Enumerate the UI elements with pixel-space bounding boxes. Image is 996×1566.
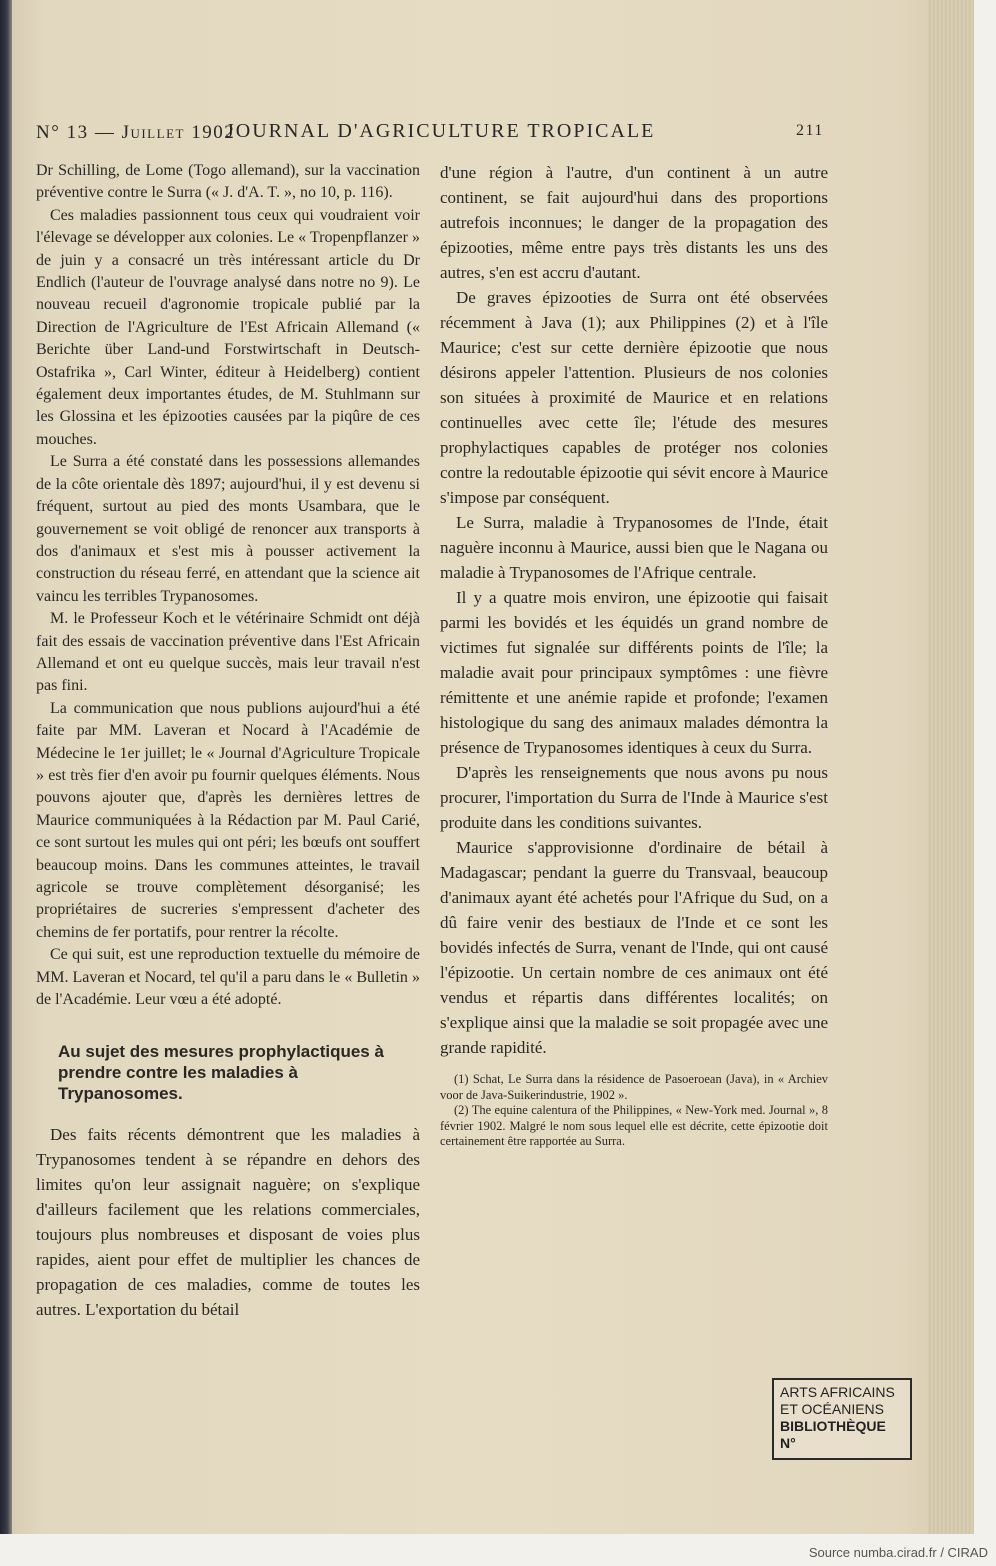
running-header [36,118,826,146]
paragraph: d'une région à l'autre, d'un continent à un autre continent, se fait aujourd'hui dans des proportions autrefois inconnues; le danger de la propagation des épizooties, même entre pays très distants les uns des autres, s'en est accru d'autant. [440,163,828,282]
footnote: (1) Schat, Le Surra dans la résidence de Pasoeroean (Java), in « Archiev voor de Java-Suikerindustrie, 1902 ». [440,1072,828,1102]
section-heading: Au sujet des mesures prophylactiques à prendre contre les maladies à Trypanosomes. [58,1042,384,1104]
paragraph: D'après les renseignements que nous avons pu nous procurer, l'importation du Surra de l'Inde à Maurice s'est produite dans les conditions suivantes. [440,763,828,832]
paragraph: M. le Professeur Koch et le vétérinaire Schmidt ont déjà fait des essais de vaccination préventive dans l'Est Africain Allemand et ont eu quelque succès, mais leur travail n'est pas fini. [36,610,420,695]
paragraph: Ce qui suit, est une reproduction textuelle du mémoire de MM. Laveran et Nocard, tel qu'il a paru dans le « Bulletin » de l'Académie. Leur vœu a été adopté. [36,946,420,1009]
paragraph: Le Surra a été constaté dans les possessions allemandes de la côte orientale dès 1897; aujourd'hui, il y est devenu si fréquent, surtout au pied des monts Usambara, que le gouvernement se voit obligé de renoncer aux transports à dos d'animaux et s'est mis à pousser activement la construction du réseau ferré, en attendant que la science ait vaincu les terribles Trypanosomes. [36,453,420,605]
paragraph: Des faits récents démontrent que les maladies à Trypanosomes tendent à se répandre en dehors des limites qu'on leur assignait naguère; on s'explique d'ailleurs facilement que les relations commerciales, toujours plus nombreuses et disposant de voies plus rapides, aient pour effet de multiplier les chances de propagation de ces maladies, comme de toutes les autres. L'exportation du bétail [36,1125,420,1320]
stamp-line: ET OCÉANIENS [780,1401,884,1417]
paragraph: Le Surra, maladie à Trypanosomes de l'Inde, était naguère inconnu à Maurice, aussi bien que le Nagana ou maladie à Trypanosomes de l'Afrique centrale. [440,513,828,582]
paragraph: Maurice s'approvisionne d'ordinaire de bétail à Madagascar; pendant la guerre du Transvaal, beaucoup d'animaux ayant été achetés pour l'Afrique du Sud, on a dû faire venir des bestiaux de l'Inde et ce sont les bovidés infectés de Surra, venant de l'Inde, qui ont causé l'épizootie. Un certain nombre de ces animaux ont été vendus et répartis dans différentes localités; on s'explique ainsi que la maladie se soit propagée avec une grande rapidité. [440,838,828,1057]
journal-title: JOURNAL D'AGRICULTURE TROPICALE [226,120,656,142]
paragraph: La communication que nous publions aujourd'hui a été faite par MM. Laveran et Nocard à l'Académie de Médecine le 1er juillet; le « Journal d'Agriculture Tropicale » est très fier d'en avoir pu fournir quelques éléments. Nous pouvons ajouter que, d'après les dernières lettres de Maurice communiquées à la Rédaction par M. Paul Carié, ce sont surtout les mules qui ont péri; les bœufs ont souffert beaucoup moins. Dans les communes atteintes, le travail agricole se trouve complètement désorganisé; les propriétaires de sucreries s'empressent d'acheter des chemins de fer portatifs, pour rentrer la récolte. [36,699,420,941]
library-stamp [772,1378,912,1460]
stamp-line: ARTS AFRICAINS [780,1384,895,1400]
page-number: 211 [796,122,824,139]
footnotes [440,1072,828,1150]
issue-date: N° 13 — Juillet 1902 [36,122,236,143]
source-credit: Source numba.cirad.fr / CIRAD [808,1545,988,1560]
paragraph: Il y a quatre mois environ, une épizootie qui faisait parmi les bovidés et les équidés un grand nombre de victimes fut signalée sur différents points de l'île; la maladie avait pour principaux symptômes : une fièvre rémittente et une anémie rapide et profonde; l'examen histologique du sang des animaux malades démontra la présence de Trypanosomes identiques à ceux du Surra. [440,588,828,757]
paragraph: De graves épizooties de Surra ont été observées récemment à Java (1); aux Philippines (2) et à l'île Maurice; c'est sur cette dernière épizootie que nous désirons appeler l'attention. Plusieurs de nos colonies son situées à proximité de Maurice et en relations continuelles avec cette île; l'étude des mesures prophylactiques capables de protéger nos colonies contre la redoutable épizootie qui sévit encore à Maurice s'impose par conséquent. [440,288,828,507]
stamp-line: N° [780,1435,796,1451]
footnote: (2) The equine calentura of the Philippines, « New-York med. Journal », 8 février 1902. Malgré le nom sous lequel elle est décrite, cette épizootie doit certainement être rapportée au Surra. [440,1103,828,1148]
book-spine [0,0,12,1534]
left-column [36,160,420,1322]
page-edge [928,0,974,1534]
stamp-line: BIBLIOTHÈQUE [780,1418,886,1434]
paragraph: Ces maladies passionnent tous ceux qui voudraient voir l'élevage se développer aux colonies. Le « Tropenpflanzer » de juin y a consacré un très intéressant article du Dr Endlich (l'auteur de l'ouvrage analysé dans notre no 9). Le nouveau recueil d'agronomie tropicale publié par la Direction de l'Agriculture de l'Est Africain Allemand (« Berichte über Land-und Forstwirtschaft in Deutsch-Ostafrika », Carl Winter, éditeur à Heidelberg) contient également deux importantes études, de M. Stuhlmann sur les Glossina et les épizooties causées par la piqûre de ces mouches. [36,206,420,448]
right-column [440,160,828,1150]
paragraph: Dr Schilling, de Lome (Togo allemand), sur la vaccination préventive contre le Surra (« J. d'A. T. », no 10, p. 116). [36,162,420,202]
